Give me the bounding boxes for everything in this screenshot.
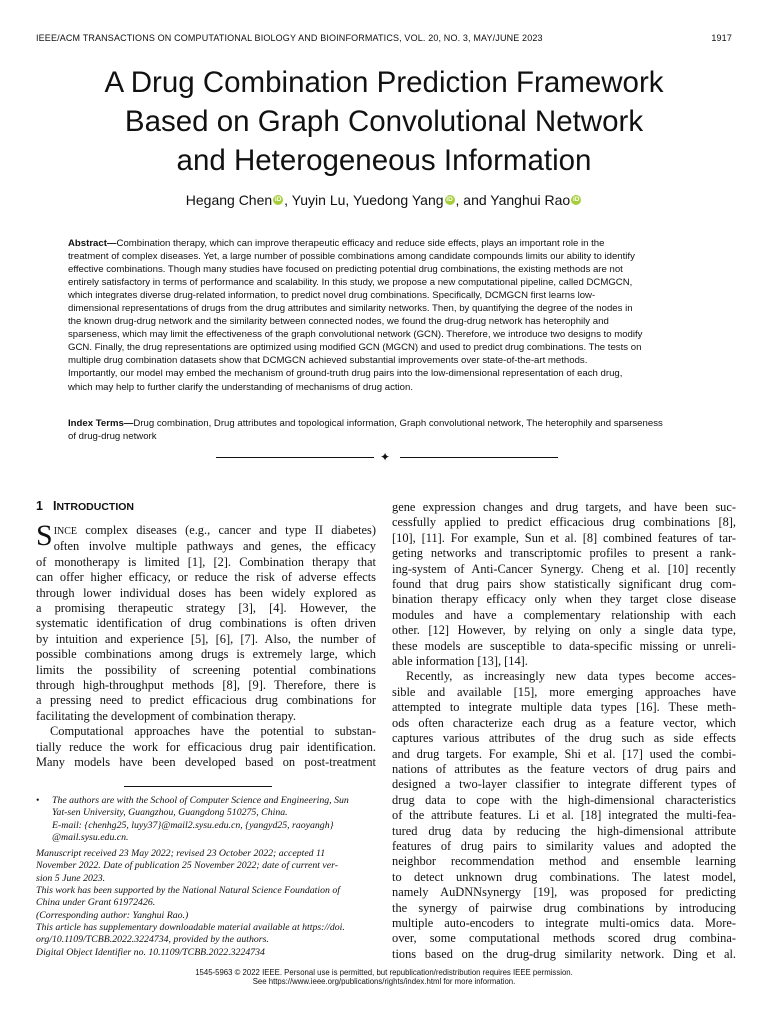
body-line: neighbor recommendation method and ensemble learning: [392, 854, 736, 869]
orcid-icon[interactable]: iD: [274, 196, 282, 203]
body-line: multiple auto-encoders to integrate multi-omics data. More-: [392, 915, 736, 930]
abstract-line: GCN. Finally, the drug representations are optimized using modified GCN (MGCN) and used to predict drug combinations. The tests on: [68, 342, 642, 354]
drop-cap: S: [36, 519, 53, 552]
body-line: [36, 523, 376, 539]
section-divider: [216, 451, 558, 465]
index-terms-text: Drug combination, Drug attributes and topological information, Graph convolutional network, The heterophily and sparseness: [133, 418, 663, 429]
body-line: often involve multiple pathways and genes, the efficacy: [53, 539, 376, 554]
section-title-rest: NTRODUCTION: [56, 501, 135, 513]
body-line: facilitating the development of combination therapy.: [36, 708, 297, 723]
body-line: by intuition and experience [5], [6], [7]. Also, the number of: [36, 631, 376, 646]
abstract-line: which integrates diverse drug-related information, to predict novel drug combinations. Specifically, DCMGCN first learns low-: [68, 290, 596, 302]
body-line: of monotherapy is limited [1], [2]. Combination therapy that: [36, 554, 376, 569]
abstract-line: treatment of complex diseases. Yet, a large number of possible combinations among candidate compounds limits our ability to identify: [68, 251, 635, 263]
paper-title: [40, 63, 728, 180]
body-line: other. [12] However, by relying on only a single data type,: [392, 623, 736, 638]
abstract-line: Importantly, our model may embed the mechanism of ground-truth drug pairs into the low-dimensional representation of each drug,: [68, 368, 623, 380]
body-line: Recently, as increasingly new data types become acces-: [406, 669, 736, 684]
body-line: designed a two-layer classifier to integrate different types of: [392, 777, 736, 792]
footnote-line: E-mail: {chenhg25, luyy37}@mail2.sysu.edu.cn, {yangyd25, raoyangh}: [52, 819, 334, 831]
author-separator: , Yuyin Lu,: [284, 192, 353, 208]
title-line: and Heterogeneous Information: [176, 144, 592, 177]
abstract-line: [68, 237, 708, 250]
abstract-line: sparseness, which may limit the effectiveness of the graph convolutional network (GCN). Therefore, we introduce two designs to modify: [68, 329, 643, 341]
footnote-line: org/10.1109/TCBB.2022.3224734, provided by the authors.: [36, 934, 269, 946]
index-terms-line: of drug-drug network: [68, 431, 157, 443]
footnote-line: This work has been supported by the National Natural Science Foundation of: [36, 885, 340, 897]
body-line: tially reduce the work for efficacious drug pair identification.: [36, 739, 376, 754]
body-text: complex diseases (e.g., cancer and type II diabetes): [77, 523, 376, 537]
running-header: [36, 33, 732, 47]
footnote-line: Yat-sen University, Guangzhou, Guangdong 510275, China.: [52, 807, 288, 819]
abstract: [68, 237, 708, 394]
abstract-line: entirely satisfactory in terms of performance and scalability. In this study, we propose a new computational pipeline, called DCMGCN,: [68, 277, 633, 289]
copyright-line: See https://www.ieee.org/publications/rights/index.html for more information.: [252, 977, 516, 987]
bullet-icon: •: [36, 795, 40, 806]
section-heading: [36, 499, 134, 513]
affiliation-note: [36, 795, 376, 844]
body-line: sible and available [15], more emerging approaches have: [392, 684, 736, 699]
body-line: gene expression changes and drug targets, and have been suc-: [392, 500, 736, 514]
title-line: Based on Graph Convolutional Network: [124, 105, 644, 138]
footnote-line: Digital Object Identifier no. 10.1109/TCBB.2022.3224734: [36, 946, 265, 958]
page-number: 1917: [711, 33, 732, 43]
abstract-line: multiple drug combination datasets show that DCMGCN achieved substantial improvements over state-of-the-art methods.: [68, 355, 588, 367]
footnote-line: sion 5 June 2023.: [36, 872, 106, 884]
index-terms-label: Index Terms—: [68, 418, 134, 429]
body-line: possible combinations among drugs is extremely large, which: [36, 647, 376, 662]
body-line: tured drug data by reducing the high-dimensional attribute: [392, 823, 736, 838]
body-line: tions based on the drug-drug similarity network. Ding et al.: [392, 946, 736, 961]
body-line: the synergy of pairwise drug combinations by introducing: [392, 900, 736, 915]
footnote-line: November 2022. Date of publication 25 November 2022; date of current ver-: [36, 860, 338, 872]
body-line: through high-throughput methods [8], [9]. Therefore, there is: [36, 678, 376, 693]
body-line: captures various attributes of the drug such as side effects: [392, 731, 736, 746]
author-name: Hegang Chen: [185, 192, 273, 208]
footnote-line: The authors are with the School of Computer Science and Engineering, Sun: [52, 795, 349, 806]
abstract-line: dimensional representations of drugs from the drug attributes and similarity networks. Then, by quantifying the degree of the nodes in: [68, 303, 633, 315]
abstract-line: the known drug-drug network and the similarity between connected nodes, we found the drug-drug network has heterophily and: [68, 316, 609, 328]
body-line: drug data to cope with the high-dimensional characteristics: [392, 792, 736, 807]
body-line: to detect unknown drug combinations. The latest model,: [392, 869, 736, 884]
footnote-line: China under Grant 61972426.: [36, 897, 156, 909]
footnote-line: Manuscript received 23 May 2022; revised 23 October 2022; accepted 11: [36, 848, 326, 860]
body-line: these models are susceptible to data-specific missing or unreli-: [392, 638, 736, 653]
body-line: systematic identification of drug combinations is often driven: [36, 616, 376, 631]
right-column-body: [392, 500, 736, 962]
body-line: can offer higher efficacy, or reduce the risk of adverse effects: [36, 570, 376, 585]
body-line: Many models have been developed based on post-treatment: [36, 755, 376, 770]
body-line: of the attribute features. Li et al. [18] integrated the multi-fea-: [392, 808, 736, 823]
body-line: nations of attributes as the feature vectors of drug pairs and: [392, 761, 736, 776]
footnote-rule: [124, 786, 272, 787]
body-line: ods often characterize each drug as a feature vector, which: [392, 715, 736, 730]
section-initial: I: [52, 499, 57, 513]
body-line: limits the possibility of screening potential combinations: [36, 662, 376, 677]
body-line: and drug targets. For example, Shi et al. [17] used the combi-: [392, 746, 736, 761]
abstract-line: which may help to further clarify the understanding of mechanisms of drug action.: [68, 381, 414, 393]
body-line: [10], [11]. For example, Sun et al. [8] combined features of tar-: [392, 530, 736, 545]
smallcaps-word: INCE: [53, 526, 78, 537]
body-line: namely AuDNNsynergy [19], was proposed for predicting: [392, 885, 736, 900]
orcid-icon[interactable]: iD: [572, 196, 580, 203]
left-column-body: [36, 519, 376, 771]
body-line: cessfully applied to predict efficacious drug combinations [8],: [392, 515, 736, 530]
body-line: features of drug pairs to similarity values and adopted the: [392, 838, 736, 853]
index-terms: [68, 417, 738, 443]
body-line: over, some computational methods scored drug combina-: [392, 931, 736, 946]
body-line: through lower individual doses has been widely explored as: [36, 585, 376, 600]
abstract-label: Abstract—: [68, 238, 117, 249]
orcid-icon[interactable]: iD: [446, 196, 453, 203]
title-line: A Drug Combination Prediction Framework: [104, 66, 664, 99]
index-terms-line: [68, 417, 738, 430]
copyright-line: 1545-5963 © 2022 IEEE. Personal use is permitted, but republication/redistribution requires IEEE permission.: [195, 968, 573, 977]
body-line: geting networks and transcriptomic profiles to present a rank-: [392, 546, 736, 561]
footnote-line: (Corresponding author: Yanghui Rao.): [36, 909, 189, 921]
author-separator: , and: [455, 192, 491, 208]
body-line: able information [13], [14].: [392, 654, 528, 669]
copyright-notice: [0, 968, 768, 987]
body-line: ing-system of Anti-Cancer Synergy. Cheng et al. [10] recently: [392, 561, 736, 576]
body-line: found that drug pairs show statistically significant drug com-: [392, 577, 736, 592]
divider-rule: [400, 457, 558, 458]
body-line: Computational approaches have the potential to substan-: [50, 724, 376, 739]
footnotes: [36, 795, 376, 959]
footnote-line: @mail.sysu.edu.cn.: [52, 831, 129, 843]
body-line: a pressing need to predict efficacious drug combinations for: [36, 693, 376, 708]
body-line: attempted to integrate multiple data types [16]. These meth-: [392, 700, 736, 715]
body-line: modules and have a complementary relationship with each: [392, 607, 736, 622]
divider-rule: [216, 457, 374, 458]
footnote-line: This article has supplementary downloadable material available at https://doi.: [36, 921, 345, 933]
abstract-text: Combination therapy, which can improve therapeutic efficacy and reduce side effects, plays an important role in the: [116, 238, 605, 249]
divider-ornament-icon: ✦: [380, 450, 391, 464]
abstract-line: effective combinations. Though many studies have focused on predicting potential drug combinations, the existing methods are not: [68, 264, 623, 276]
body-line: a promising therapeutic strategy [3], [4]. However, the: [36, 601, 376, 616]
author-name: Yuedong Yang: [352, 192, 444, 208]
section-number: 1: [36, 499, 43, 513]
body-line: bination therapy efficacy only when they target close disease: [392, 592, 736, 607]
author-list: [60, 192, 708, 208]
journal-name: IEEE/ACM TRANSACTIONS ON COMPUTATIONAL BIOLOGY AND BIOINFORMATICS, VOL. 20, NO. 3, MAY/JUNE 2023: [36, 33, 543, 43]
author-name: Yanghui Rao: [490, 192, 571, 208]
